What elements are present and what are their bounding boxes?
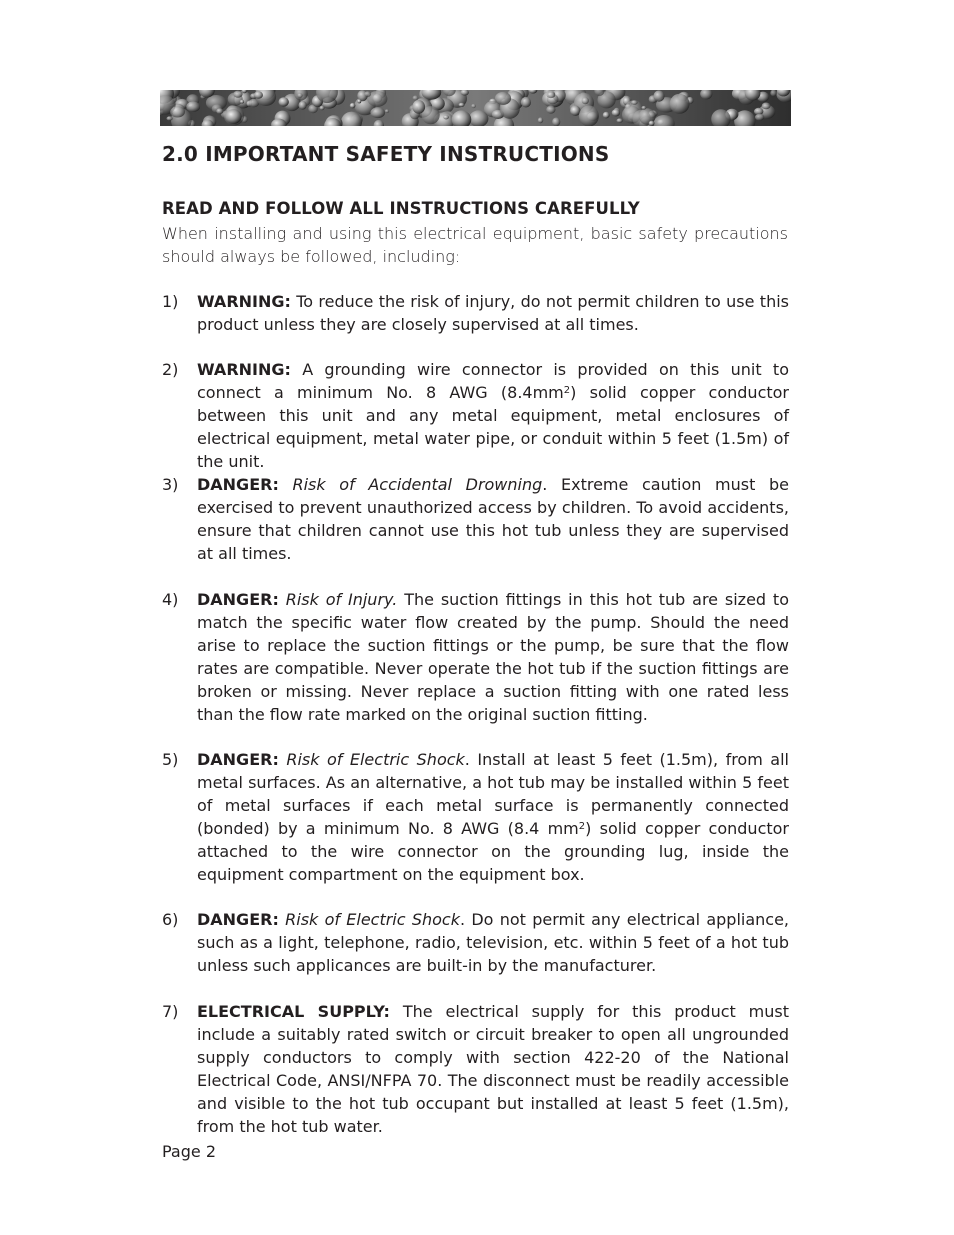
item-risk: Risk of Electric Shock [286,750,465,769]
water-droplet [612,109,620,116]
item-text: . Do not permit any electrical appliance, such as a light, telephone, radio, television, etc. within 5 feet of a hot tub unless such applicances are built-in by the manufacturer. [197,910,790,975]
water-droplet [617,118,623,122]
water-droplet [755,114,764,121]
water-droplets-banner [160,90,791,126]
water-droplet [603,112,610,119]
water-droplet [225,109,241,124]
item-text: ) solid copper conductor attached to the wire connector on the grounding lug, inside the equipment compartment on the equipment box. [197,819,790,884]
item-number: 7) [162,1002,179,1021]
water-droplet [654,91,665,102]
item-body [197,908,789,977]
water-droplet [670,94,690,114]
water-droplet [412,100,425,114]
item-text: A grounding wire connector is provided on this unit to connect a minimum No. 8 AWG (8.4mm [197,360,789,402]
water-droplet [642,106,647,110]
water-droplet [547,92,556,98]
list-item [162,358,789,473]
item-number: 3) [162,475,179,494]
item-body [197,1000,789,1138]
water-droplet [216,108,223,114]
item-text: . Install at least 5 feet (1.5m), from all metal surfaces. As an alternative, a hot tub may be installed within 5 feet of metal surfaces if each metal surface is permanently connected (bonded) by a minimum No. 8 AWG (8.4 mm [197,750,789,838]
water-droplet [364,91,371,97]
water-droplet [350,103,356,108]
water-droplet [254,91,263,99]
water-droplet [357,99,361,103]
water-droplet [297,93,302,98]
intro-paragraph: When installing and using this electrical equipment, basic safety precautions should always be followed, including: [162,224,788,266]
water-droplet [299,101,307,110]
item-number: 2) [162,360,179,379]
water-droplet [538,117,543,123]
item-text: To reduce the risk of injury, do not permit children to use this product unless they are closely supervised at all times. [197,292,789,334]
water-droplet [167,116,173,120]
item-label: DANGER: [197,910,279,929]
water-droplets-image [160,90,791,126]
water-droplet [413,96,419,101]
water-droplet [579,105,599,126]
item-body [197,588,789,726]
water-droplet [279,97,289,106]
item-risk: Risk of Electric Shock [285,910,460,929]
item-label: WARNING: [197,292,291,311]
item-body [197,473,789,565]
water-droplet [170,106,185,117]
item-label: DANGER: [197,750,279,769]
list-item [162,748,789,886]
superscript: 2 [563,385,571,396]
item-body [197,290,789,336]
item-body [197,748,789,886]
list-item [162,290,789,336]
instructions-subtitle: READ AND FOLLOW ALL INSTRUCTIONS CAREFULLY [162,199,640,218]
water-droplet [570,106,580,116]
item-number: 4) [162,590,179,609]
page-number: Page 2 [162,1142,216,1161]
item-number: 5) [162,750,179,769]
water-droplet [233,91,242,98]
item-risk: Risk of Injury. [285,590,398,609]
water-droplet [521,97,531,108]
item-label: DANGER: [197,475,279,494]
item-body [197,358,789,473]
item-text: ) solid copper conductor between this unit and any metal equipment, metal enclosures of electrical equipment, metal water pipe, or conduit within 5 feet (1.5m) of the unit. [197,383,790,471]
water-droplet [370,107,385,118]
item-label: WARNING: [197,360,291,379]
water-droplet [385,109,389,113]
water-droplet [471,104,476,108]
water-droplet [546,106,555,114]
list-item [162,473,789,565]
item-text: The suction fittings in this hot tub are sized to match the specific water flow created by the pump. Should the need arise to replace the suction fittings or the pump, be sure that the flow rates are compatible. Never operate the hot tub if the suction fittings are broken or missing. Never replace a suction fitting with one rated less than the flow rate marked on the original suction fitting. [197,590,789,724]
list-item [162,1000,789,1138]
water-droplet [762,103,771,110]
water-droplet [459,103,465,107]
water-droplet [631,100,638,105]
section-title: 2.0 IMPORTANT SAFETY INSTRUCTIONS [162,142,610,166]
water-droplet [443,115,449,119]
item-label: ELECTRICAL SUPPLY: [197,1002,390,1021]
water-droplet [649,121,655,126]
item-text: The electrical supply for this product must include a suitably rated switch or circuit breaker to open all ungrounded supply conductors to comply with section 422-20 of the National Electrical Code, ANSI/NFPA 70. The disconnect must be readily accessible and visible to the hot tub occupant but installed at least 5 feet (1.5m), from the hot tub water. [197,1002,790,1136]
water-droplet [495,92,511,105]
list-item [162,908,789,977]
list-item [162,588,789,726]
water-droplet [552,118,560,127]
item-text: . Extreme caution must be exercised to prevent unauthorized access by children. To avoid accidents, ensure that children cannot use this hot tub unless they are supervised at all times. [197,475,789,563]
water-droplet [186,102,200,112]
item-label: DANGER: [197,590,279,609]
water-droplet [240,100,244,104]
superscript: 2 [578,821,586,832]
item-risk: Risk of Accidental Drowning [292,475,543,494]
item-number: 1) [162,292,179,311]
item-number: 6) [162,910,179,929]
water-droplet [582,97,589,104]
